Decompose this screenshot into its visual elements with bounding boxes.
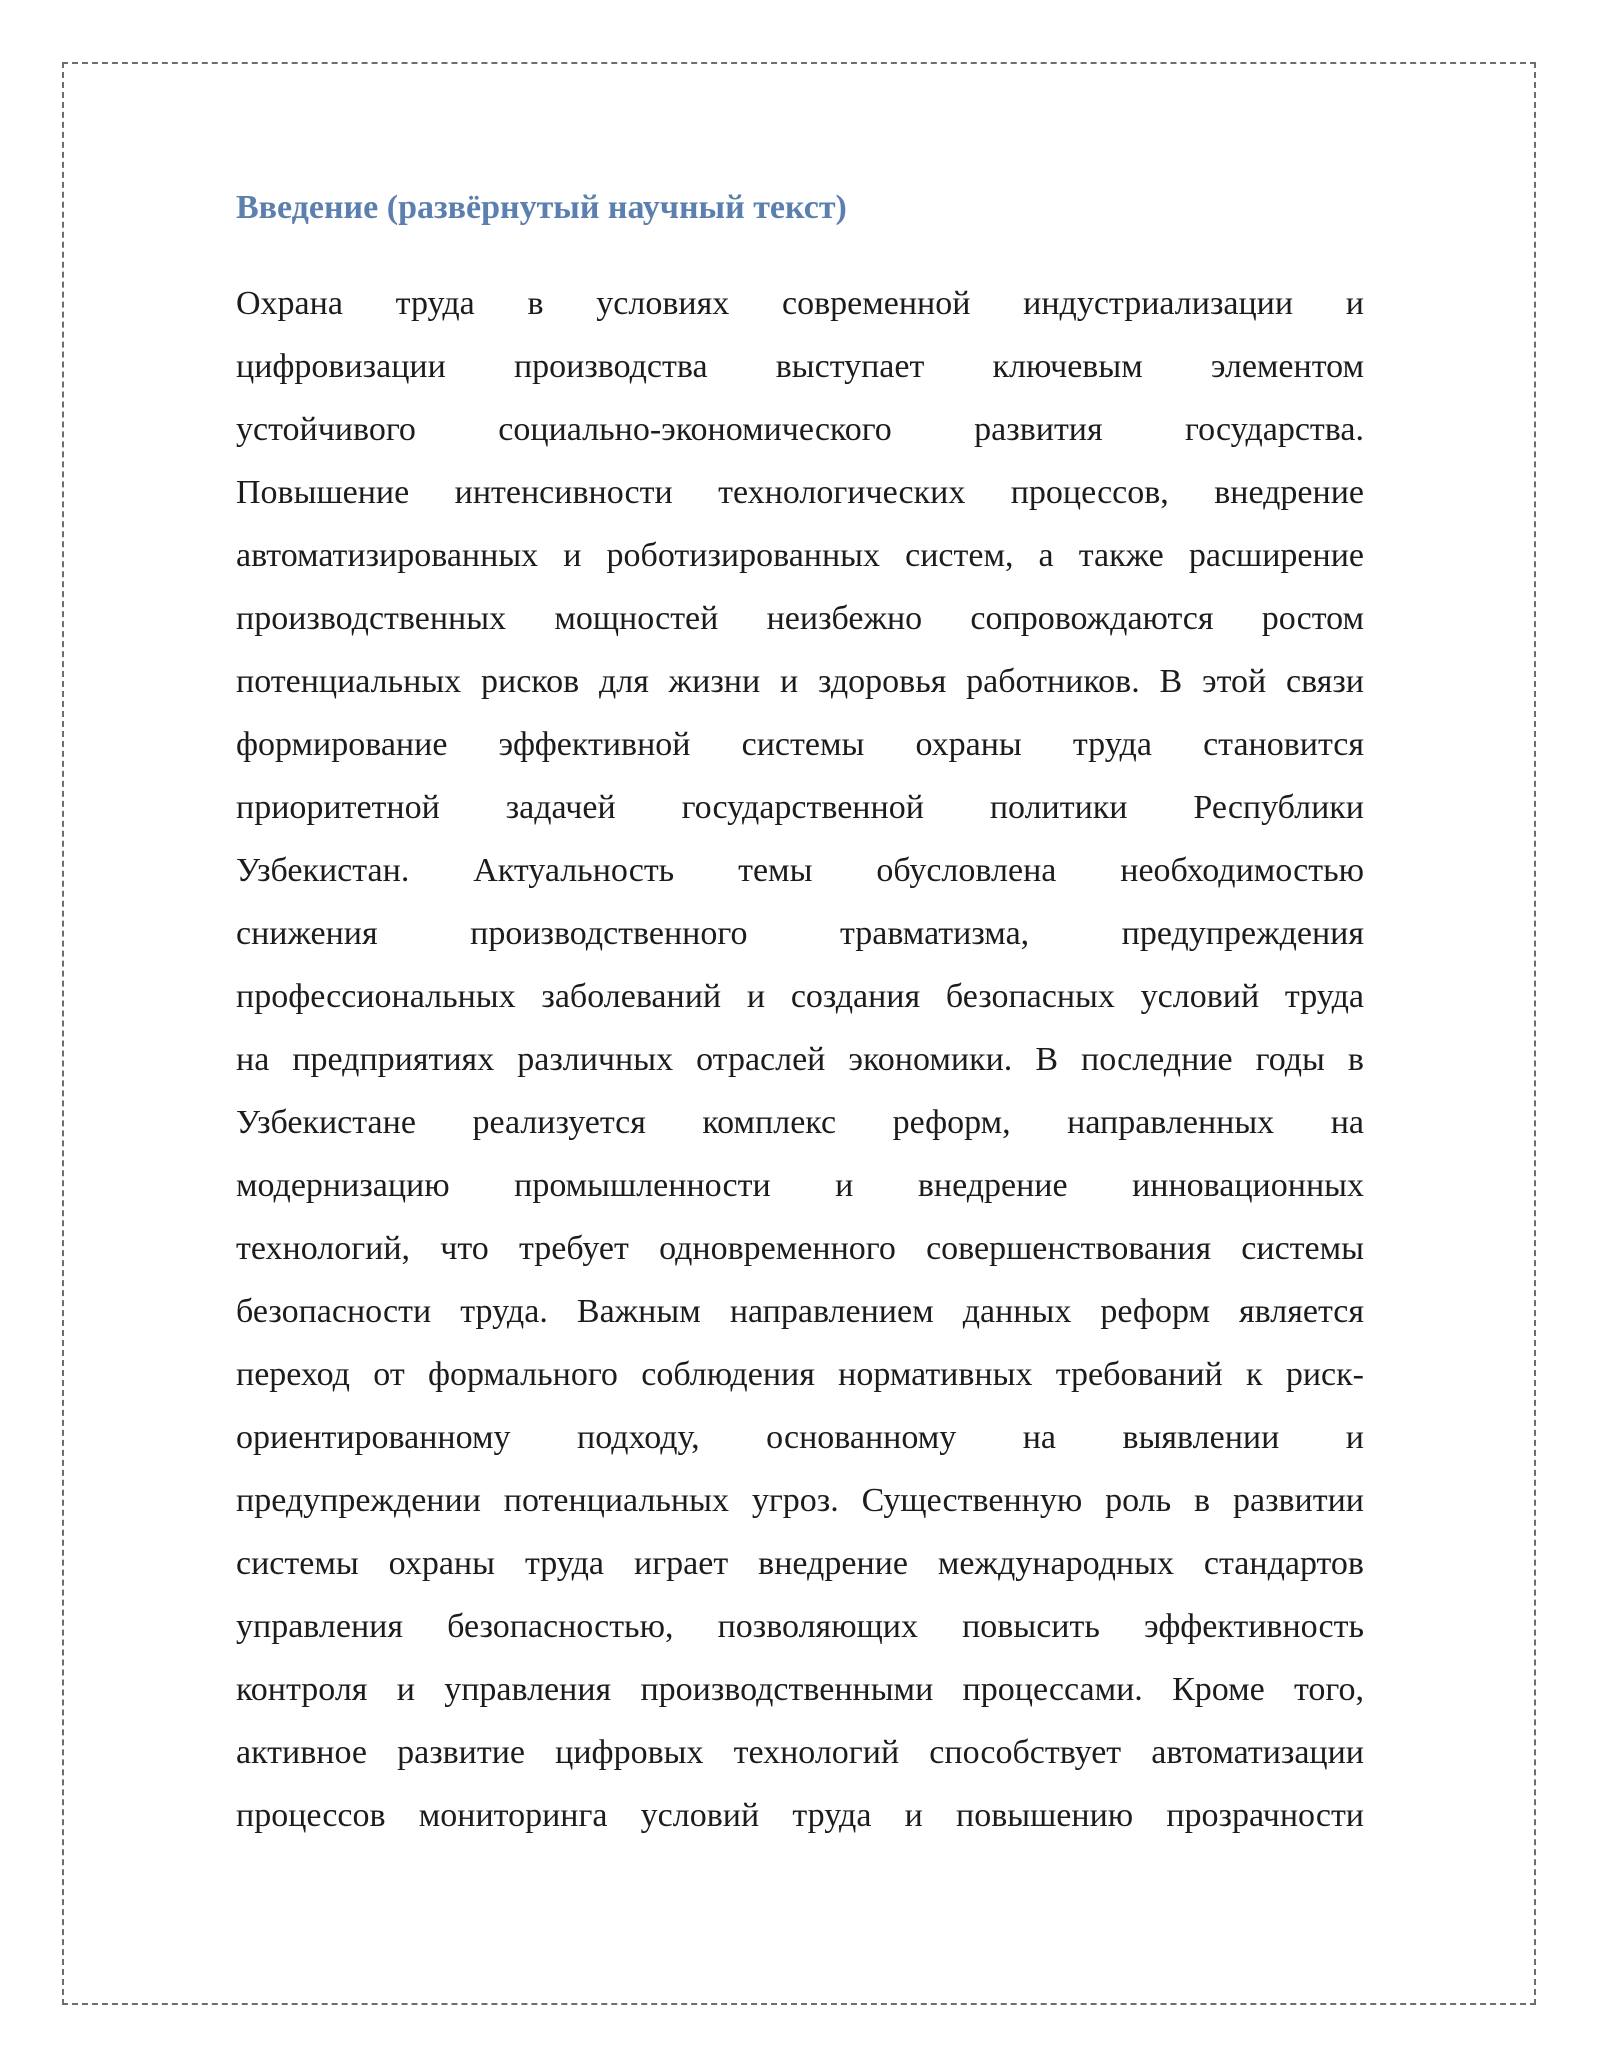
- text-line: устойчивого социально-экономического развития государства.: [236, 411, 1364, 448]
- text-line: на предприятиях различных отраслей экономики. В последние годы в: [236, 1041, 1364, 1078]
- body-paragraph: [236, 272, 1364, 1847]
- section-heading: Введение (развёрнутый научный текст): [236, 189, 847, 226]
- text-line: контроля и управления производственными процессами. Кроме того,: [236, 1671, 1364, 1708]
- text-line: производственных мощностей неизбежно сопровождаются ростом: [236, 600, 1364, 637]
- text-line: цифровизации производства выступает ключевым элементом: [236, 348, 1364, 385]
- text-line: переход от формального соблюдения нормативных требований к риск-: [236, 1356, 1364, 1393]
- text-line: технологий, что требует одновременного совершенствования системы: [236, 1230, 1364, 1267]
- text-line: Узбекистан. Актуальность темы обусловлена необходимостью: [236, 852, 1364, 889]
- text-line: формирование эффективной системы охраны труда становится: [236, 726, 1364, 763]
- text-line: предупреждении потенциальных угроз. Существенную роль в развитии: [236, 1482, 1364, 1519]
- text-line: безопасности труда. Важным направлением данных реформ является: [236, 1293, 1364, 1330]
- text-line: управления безопасностью, позволяющих повысить эффективность: [236, 1608, 1364, 1645]
- page-content: [236, 180, 1364, 1847]
- text-line: Узбекистане реализуется комплекс реформ, направленных на: [236, 1104, 1364, 1141]
- text-line: Повышение интенсивности технологических процессов, внедрение: [236, 474, 1364, 511]
- text-line: автоматизированных и роботизированных систем, а также расширение: [236, 537, 1364, 574]
- text-line: снижения производственного травматизма, предупреждения: [236, 915, 1364, 952]
- text-line: модернизацию промышленности и внедрение инновационных: [236, 1167, 1364, 1204]
- text-line: Охрана труда в условиях современной индустриализации и: [236, 285, 1364, 322]
- text-line: системы охраны труда играет внедрение международных стандартов: [236, 1545, 1364, 1582]
- text-line: активное развитие цифровых технологий способствует автоматизации: [236, 1734, 1364, 1771]
- text-line: потенциальных рисков для жизни и здоровья работников. В этой связи: [236, 663, 1364, 700]
- text-line: процессов мониторинга условий труда и повышению прозрачности: [236, 1797, 1364, 1834]
- text-line: приоритетной задачей государственной политики Республики: [236, 789, 1364, 826]
- text-line: профессиональных заболеваний и создания безопасных условий труда: [236, 978, 1364, 1015]
- text-line: ориентированному подходу, основанному на выявлении и: [236, 1419, 1364, 1456]
